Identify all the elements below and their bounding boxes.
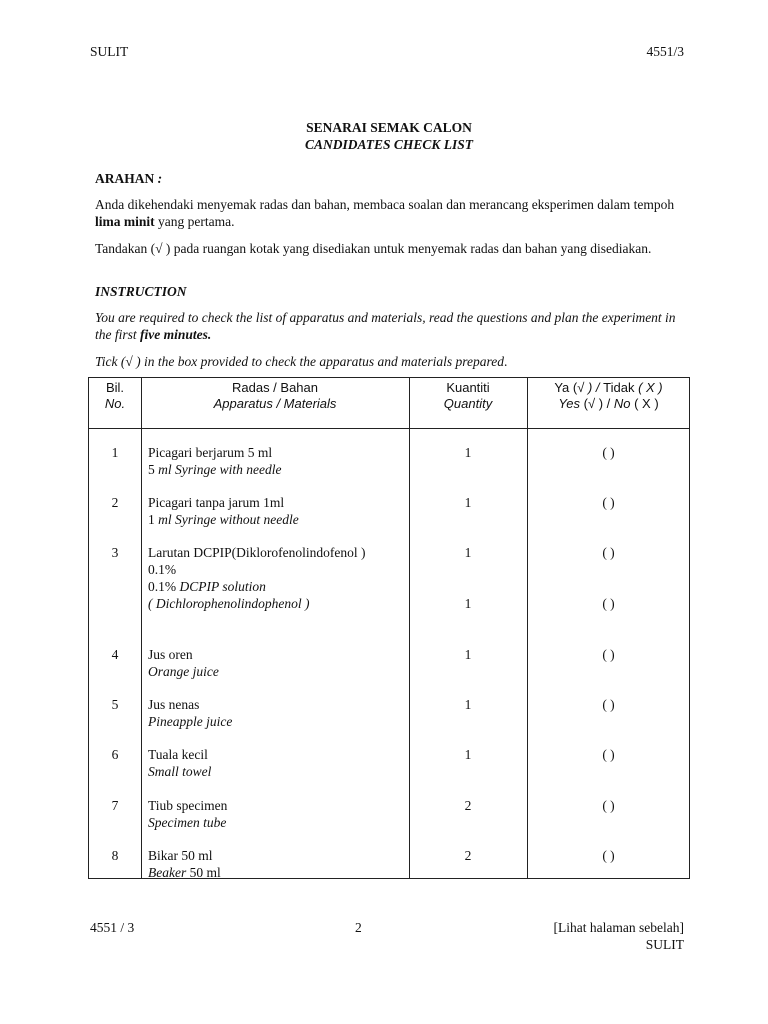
item-quantity: 1 bbox=[464, 596, 472, 611]
check-box[interactable]: ( ) bbox=[602, 697, 615, 712]
row-number: 7 bbox=[111, 798, 119, 813]
header-right: 4551/3 bbox=[646, 44, 684, 59]
item-quantity: 1 bbox=[464, 445, 472, 460]
check-box[interactable]: ( ) bbox=[602, 848, 615, 863]
check-box[interactable]: ( ) bbox=[602, 545, 615, 560]
check-box[interactable]: ( ) bbox=[602, 445, 615, 460]
row-number: 5 bbox=[111, 697, 119, 712]
item-quantity: 2 bbox=[464, 848, 472, 863]
check-box[interactable]: ( ) bbox=[602, 596, 615, 611]
footer-classification: SULIT bbox=[645, 937, 684, 952]
row-number: 1 bbox=[111, 445, 119, 460]
item-quantity: 1 bbox=[464, 747, 472, 762]
instruction-heading: INSTRUCTION bbox=[95, 284, 187, 299]
header-check: Ya (√ ) / Tidak ( X ) Yes (√ ) / No ( X ) bbox=[554, 380, 663, 411]
item-quantity: 1 bbox=[464, 697, 472, 712]
header-divider bbox=[89, 428, 689, 429]
page-title: SENARAI SEMAK CALON bbox=[306, 120, 472, 135]
arahan-heading: ARAHAN : bbox=[95, 171, 163, 186]
item-quantity: 1 bbox=[464, 545, 472, 560]
header-left: SULIT bbox=[90, 44, 129, 59]
page-number: 2 bbox=[355, 920, 362, 935]
item-name: Picagari tanpa jarum 1ml 1 ml Syringe without needle bbox=[148, 495, 299, 527]
item-quantity: 2 bbox=[464, 798, 472, 813]
tick-instruction-my: Tandakan (√ ) pada ruangan kotak yang disediakan untuk menyemak radas dan bahan yang disediakan. bbox=[95, 241, 652, 256]
row-number: 2 bbox=[111, 495, 119, 510]
footer-next-page: [Lihat halaman sebelah] bbox=[553, 920, 684, 935]
row-number: 4 bbox=[111, 647, 119, 662]
tick-instruction-en: Tick (√ ) in the box provided to check the apparatus and materials prepared. bbox=[95, 354, 508, 369]
row-number: 6 bbox=[111, 747, 119, 762]
item-name: Picagari berjarum 5 ml 5 ml Syringe with needle bbox=[148, 445, 282, 477]
instruction-paragraph-en: You are required to check the list of apparatus and materials, read the questions and plan the experiment in the first five minutes. bbox=[95, 310, 676, 342]
item-name: Tiub specimen Specimen tube bbox=[148, 798, 228, 830]
item-name: Bikar 50 ml Beaker 50 ml bbox=[148, 848, 221, 880]
check-box[interactable]: ( ) bbox=[602, 747, 615, 762]
checklist-table bbox=[88, 377, 690, 879]
row-number: 3 bbox=[111, 545, 119, 560]
page-subtitle: CANDIDATES CHECK LIST bbox=[304, 137, 474, 152]
item-name: Larutan DCPIP(Diklorofenolindofenol ) 0.1% 0.1% DCPIP solution ( Dichlorophenolindophenol ) bbox=[148, 545, 366, 611]
header-item: Radas / Bahan Apparatus / Materials bbox=[213, 380, 337, 411]
row-number: 8 bbox=[111, 848, 119, 863]
instruction-paragraph-my: Anda dikehendaki menyemak radas dan bahan, membaca soalan dan merancang eksperimen dalam tempoh lima minit yang pertama. bbox=[95, 197, 675, 229]
column-divider bbox=[141, 378, 142, 878]
item-name: Jus oren Orange juice bbox=[148, 647, 219, 679]
footer-code: 4551 / 3 bbox=[90, 920, 135, 935]
item-name: Jus nenas Pineapple juice bbox=[148, 697, 233, 729]
check-box[interactable]: ( ) bbox=[602, 798, 615, 813]
check-box[interactable]: ( ) bbox=[602, 647, 615, 662]
item-quantity: 1 bbox=[464, 495, 472, 510]
header-no: Bil. No. bbox=[104, 380, 126, 411]
check-box[interactable]: ( ) bbox=[602, 495, 615, 510]
header-qty: Kuantiti Quantity bbox=[443, 380, 493, 411]
item-quantity: 1 bbox=[464, 647, 472, 662]
item-name: Tuala kecil Small towel bbox=[148, 747, 212, 779]
